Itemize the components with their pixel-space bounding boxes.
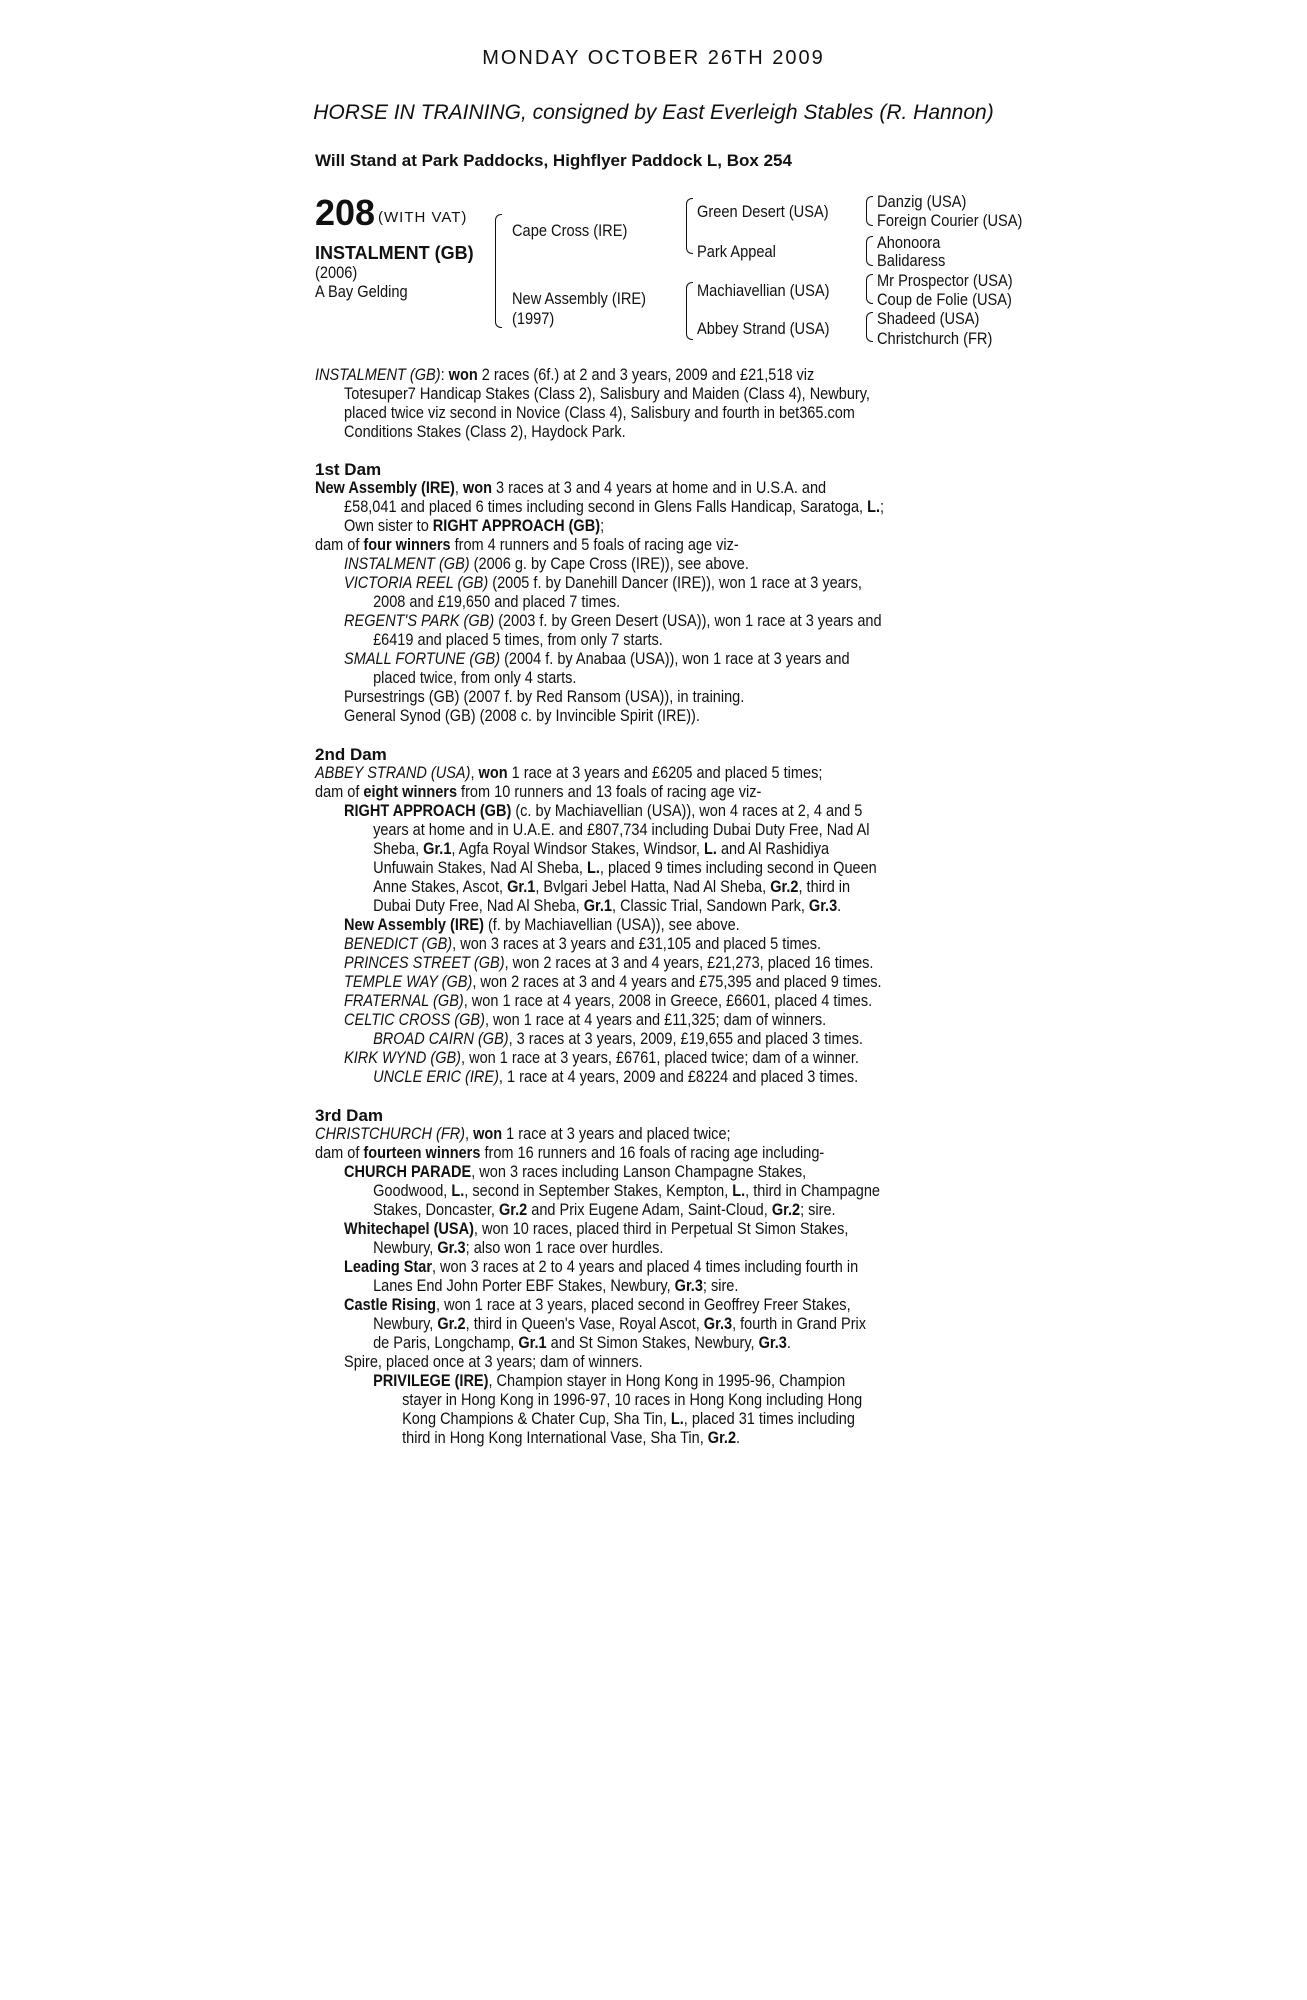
winners-count: fourteen winners [363,1144,481,1162]
race-grade: Gr.3 [674,1277,703,1295]
progeny-text: , 3 races at 3 years, 2009, £19,655 and placed 3 times. [508,1030,863,1048]
progeny-text: and Al Rashidiya [716,840,830,858]
pedigree-ggp: Ahonoora [877,233,941,252]
dam-text: from 10 runners and 13 foals of racing age viz- [457,783,762,801]
horse-description: A Bay Gelding [315,282,408,301]
sibling-name: RIGHT APPROACH (GB) [432,517,601,535]
progeny-text: (2004 f. by Anabaa (USA)), won 1 race at 3 years and [500,650,850,668]
progeny-text: General Synod (GB) (2008 c. by Invincible Spirit (IRE)). [344,707,700,725]
dam-text: from 4 runners and 5 foals of racing age viz- [450,536,739,554]
record-text: 2 races (6f.) at 2 and 3 years, 2009 and £21,518 viz [477,366,815,384]
race-grade: Gr.2 [771,1201,801,1219]
first-dam-section: 1st Dam New Assembly (IRE), won 3 races at 3 and 4 years at home and in U.S.A. and £58,041 and placed 6 times including second in Glens Falls Handicap, Saratoga, L.; Own sister to RIGHT APPROACH (GB); dam of four winners from 4 runners and 5 foals of racing age viz- INSTALMENT (GB) (2006 g. by Cape Cross (IRE)), see above. VICTORIA REEL (GB) (2005 f. by Danehill Dancer (IRE)), won 1 race at 3 years, 2008 and £19,650 and placed 7 times. REGENT'S PARK (GB) (2003 f. by Green Desert (USA)), won 1 race at 3 years and £6419 and placed 5 times, from only 7 starts. SMALL FORTUNE (GB) (2004 f. by Anabaa (USA)), won 1 race at 3 years and placed twice, from only 4 starts. Pursestrings (GB) (2007 f. by Red Ransom (USA)), in training. General Synod (GB) (2008 c. by Invincible Spirit (IRE)). [315,460,995,726]
vat-note: (WITH VAT) [378,209,468,226]
progeny-text: Kong Champions & Chater Cup, Sha Tin, [402,1410,671,1428]
progeny-text: stayer in Hong Kong in 1996-97, 10 races in Hong Kong including Hong [402,1391,863,1409]
progeny-text: third in Hong Kong International Vase, Sha Tin, [402,1429,708,1447]
progeny-text: Spire, placed once at 3 years; dam of winners. [344,1353,643,1371]
pedigree-brace [495,214,502,328]
progeny-text: Sheba, [373,840,424,858]
pedigree-brace [686,282,693,340]
progeny-name: PRIVILEGE (IRE) [373,1372,489,1390]
punct: . [736,1429,741,1447]
race-grade: Gr.2 [437,1315,466,1333]
pedigree-sire: Cape Cross (IRE) [512,221,628,240]
second-dam-section: 2nd Dam ABBEY STRAND (USA), won 1 race at 3 years and £6205 and placed 5 times; dam of eight winners from 10 runners and 13 foals of racing age viz- RIGHT APPROACH (GB) (c. by Machiavellian (USA)), won 4 races at 2, 4 and 5 years at home and in U.A.E. and £807,734 including Dubai Duty Free, Nad Al Sheba, Gr.1, Agfa Royal Windsor Stakes, Windsor, L. and Al Rashidiya Unfuwain Stakes, Nad Al Sheba, L., placed 9 times including second in Queen Anne Stakes, Ascot, Gr.1, Bvlgari Jebel Hatta, Nad Al Sheba, Gr.2, third in Dubai Duty Free, Nad Al Sheba, Gr.1, Classic Trial, Sandown Park, Gr.3. New Assembly (IRE) (f. by Machiavellian (USA)), see above. BENEDICT (GB), won 3 races at 3 years and £31,105 and placed 5 times. PRINCES STREET (GB), won 2 races at 3 and 4 years, £21,273, placed 16 times. TEMPLE WAY (GB), won 2 races at 3 and 4 years and £75,395 and placed 9 times. FRATERNAL (GB), won 1 race at 4 years, 2008 in Greece, £6601, placed 4 times. CELTIC CROSS (GB), won 1 race at 4 years and £11,325; dam of winners. BROAD CAIRN (GB), 3 races at 3 years, 2009, £19,655 and placed 3 times. KIRK WYND (GB), won 1 race at 3 years, £6761, placed twice; dam of a winner. UNCLE ERIC (IRE), 1 race at 4 years, 2009 and £8224 and placed 3 times. [315,745,995,1087]
pedigree-sire-sire: Green Desert (USA) [697,202,829,221]
progeny-text: , won 1 race at 4 years and £11,325; dam of winners. [484,1011,827,1029]
dam-name: CHRISTCHURCH (FR) [315,1125,466,1143]
progeny-name: VICTORIA REEL (GB) [344,574,489,592]
consignment-line: HORSE IN TRAINING, consigned by East Everleigh Stables (R. Hannon) [313,101,994,124]
race-grade: Gr.1 [507,878,536,896]
progeny-text: and Prix Eugene Adam, Saint-Cloud, [527,1201,772,1219]
progeny-text: Stakes, Doncaster, [373,1201,499,1219]
progeny-text: £6419 and placed 5 times, from only 7 starts. [373,631,663,649]
progeny-text: ; also won 1 race over hurdles. [465,1239,664,1257]
progeny-text: Newbury, [373,1315,438,1333]
dam-text: 1 race at 3 years and £6205 and placed 5 times; [507,764,823,782]
dam-name: New Assembly (IRE) [315,479,455,497]
horse-name: INSTALMENT (GB) [315,243,474,263]
progeny-name: SMALL FORTUNE (GB) [344,650,501,668]
progeny-text: de Paris, Longchamp, [373,1334,519,1352]
pedigree-ggp: Foreign Courier (USA) [877,211,1023,230]
progeny-text: , third in Champagne [745,1182,880,1200]
progeny-name: BROAD CAIRN (GB) [373,1030,509,1048]
progeny-name: UNCLE ERIC (IRE) [373,1068,499,1086]
pedigree-brace [866,196,873,226]
progeny-text: (2005 f. by Danehill Dancer (IRE)), won 1 race at 3 years, [488,574,862,592]
progeny-name: KIRK WYND (GB) [344,1049,462,1067]
record-text: placed twice viz second in Novice (Class 4), Salisbury and fourth in bet365.com [344,404,855,422]
winners-count: eight winners [363,783,458,801]
race-grade: Gr.2 [707,1429,737,1447]
lot-number: 208 [315,192,376,233]
dam-text: £58,041 and placed 6 times including second in Glens Falls Handicap, Saratoga, [344,498,868,516]
progeny-text: , Champion stayer in Hong Kong in 1995-96, Champion [488,1372,846,1390]
pedigree-dam-year: (1997) [512,309,555,328]
progeny-text: placed twice, from only 4 starts. [373,669,577,687]
pedigree-ggp: Coup de Folie (USA) [877,290,1012,309]
progeny-text: , placed 31 times including [683,1410,855,1428]
pedigree-dam-dam: Abbey Strand (USA) [697,319,830,338]
pedigree-ggp: Shadeed (USA) [877,309,980,328]
dam-text: from 16 runners and 16 foals of racing age including- [480,1144,825,1162]
race-grade: L. [867,498,881,516]
race-record [315,366,995,442]
winners-count: four winners [363,536,451,554]
race-grade: Gr.3 [758,1334,787,1352]
progeny-text: Dubai Duty Free, Nad Al Sheba, [373,897,584,915]
progeny-name: Castle Rising [344,1296,437,1314]
pedigree-brace [866,236,873,266]
progeny-text: , third in [798,878,851,896]
horse-name-italic: INSTALMENT (GB) [315,366,441,384]
won-label: won [448,366,478,384]
punct: ; [880,498,885,516]
progeny-text: Unfuwain Stakes, Nad Al Sheba, [373,859,587,877]
progeny-name: INSTALMENT (GB) [344,555,470,573]
race-grade: Gr.1 [518,1334,547,1352]
progeny-name: Whitechapel (USA) [344,1220,474,1238]
progeny-name: REGENT'S PARK (GB) [344,612,495,630]
pedigree-ggp: Mr Prospector (USA) [877,271,1013,290]
progeny-text: , won 3 races at 3 years and £31,105 and placed 5 times. [452,935,822,953]
progeny-text: (2006 g. by Cape Cross (IRE)), see above. [469,555,749,573]
foaling-year: (2006) [315,263,358,282]
progeny-text: , 1 race at 4 years, 2009 and £8224 and placed 3 times. [498,1068,859,1086]
record-text: Totesuper7 Handicap Stakes (Class 2), Salisbury and Maiden (Class 4), Newbury, [344,385,870,403]
progeny-text: ; sire. [800,1201,836,1219]
won-label: won [473,1125,503,1143]
section-heading: 1st Dam [315,460,382,479]
dam-text: 1 race at 3 years and placed twice; [502,1125,731,1143]
race-grade: Gr.3 [808,897,838,915]
progeny-text: (f. by Machiavellian (USA)), see above. [483,916,740,934]
won-label: won [462,479,492,497]
progeny-name: BENEDICT (GB) [344,935,453,953]
dam-text: dam of [315,536,364,554]
race-grade: L. [704,840,717,858]
sale-date: MONDAY OCTOBER 26TH 2009 [482,47,825,69]
pedigree-brace [866,274,873,304]
race-grade: Gr.1 [583,897,612,915]
progeny-text: , third in Queen's Vase, Royal Ascot, [465,1315,704,1333]
progeny-text: , Agfa Royal Windsor Stakes, Windsor, [451,840,705,858]
punct: . [837,897,842,915]
progeny-name: Leading Star [344,1258,432,1276]
progeny-text: , won 10 races, placed third in Perpetual St Simon Stakes, [473,1220,849,1238]
third-dam-section: 3rd Dam CHRISTCHURCH (FR), won 1 race at 3 years and placed twice; dam of fourteen winners from 16 runners and 16 foals of racing age including- CHURCH PARADE, won 3 races including Lanson Champagne Stakes, Goodwood, L., second in September Stakes, Kempton, L., third in Champagne Stakes, Doncaster, Gr.2 and Prix Eugene Adam, Saint-Cloud, Gr.2; sire. Whitechapel (USA), won 10 races, placed third in Perpetual St Simon Stakes, Newbury, Gr.3; also won 1 race over hurdles. Leading Star, won 3 races at 2 to 4 years and placed 4 times including fourth in Lanes End John Porter EBF Stakes, Newbury, Gr.3; sire. Castle Rising, won 1 race at 3 years, placed second in Geoffrey Freer Stakes, Newbury, Gr.2, third in Queen's Vase, Royal Ascot, Gr.3, fourth in Grand Prix de Paris, Longchamp, Gr.1 and St Simon Stakes, Newbury, Gr.3. Spire, placed once at 3 years; dam of winners. PRIVILEGE (IRE), Champion stayer in Hong Kong in 1995-96, Champion stayer in Hong Kong in 1996-97, 10 races in Hong Kong including Hong Kong Champions & Chater Cup, Sha Tin, L., placed 31 times including third in Hong Kong International Vase, Sha Tin, Gr.2. [315,1106,995,1448]
pedigree-ggp: Balidaress [877,251,946,270]
section-heading: 2nd Dam [315,745,387,764]
race-grade: L. [732,1182,746,1200]
pedigree-brace [866,312,873,342]
race-grade: Gr.2 [498,1201,528,1219]
progeny-text: , won 3 races including Lanson Champagne Stakes, [471,1163,807,1181]
pedigree-brace [686,198,693,254]
dam-text: 3 races at 3 and 4 years at home and in U.S.A. and [491,479,827,497]
race-grade: Gr.1 [423,840,452,858]
won-label: won [478,764,508,782]
punct: . [786,1334,791,1352]
progeny-text: and St Simon Stakes, Newbury, [546,1334,759,1352]
colon: : [440,366,445,384]
progeny-text: , won 2 races at 3 and 4 years and £75,395 and placed 9 times. [472,973,882,991]
progeny-name: New Assembly (IRE) [344,916,484,934]
race-grade: L. [670,1410,684,1428]
progeny-name: CHURCH PARADE [344,1163,472,1181]
dam-text: dam of [315,1144,364,1162]
race-grade: Gr.3 [703,1315,733,1333]
race-grade: Gr.2 [770,878,799,896]
progeny-text: , won 2 races at 3 and 4 years, £21,273, placed 16 times. [504,954,874,972]
progeny-name: CELTIC CROSS (GB) [344,1011,485,1029]
progeny-text: , placed 9 times including second in Queen [599,859,877,877]
pedigree-dam-sire: Machiavellian (USA) [697,281,830,300]
stand-location: Will Stand at Park Paddocks, Highflyer Paddock L, Box 254 [315,151,792,170]
progeny-name: TEMPLE WAY (GB) [344,973,473,991]
progeny-name: RIGHT APPROACH (GB) [344,802,512,820]
pedigree-dam: New Assembly (IRE) [512,289,647,308]
progeny-text: , second in September Stakes, Kempton, [464,1182,733,1200]
race-grade: L. [586,859,600,877]
punct: ; [600,517,605,535]
dam-text: dam of [315,783,364,801]
record-text: Conditions Stakes (Class 2), Haydock Park. [344,423,626,441]
progeny-text: (2003 f. by Green Desert (USA)), won 1 race at 3 years and [494,612,882,630]
progeny-text: Goodwood, [373,1182,452,1200]
dam-text: Own sister to [344,517,433,535]
section-heading: 3rd Dam [315,1106,384,1125]
progeny-text: (c. by Machiavellian (USA)), won 4 races at 2, 4 and 5 [511,802,863,820]
progeny-text: ; sire. [702,1277,739,1295]
progeny-text: , won 1 race at 3 years, £6761, placed twice; dam of a winner. [461,1049,859,1067]
pedigree-sire-dam: Park Appeal [697,242,776,261]
progeny-text: , Bvlgari Jebel Hatta, Nad Al Sheba, [535,878,771,896]
progeny-text: Lanes End John Porter EBF Stakes, Newbury, [373,1277,675,1295]
progeny-text: 2008 and £19,650 and placed 7 times. [373,593,621,611]
progeny-text: , Classic Trial, Sandown Park, [612,897,809,915]
race-grade: L. [451,1182,465,1200]
progeny-text: Pursestrings (GB) (2007 f. by Red Ransom (USA)), in training. [344,688,745,706]
progeny-text: , won 1 race at 3 years, placed second in Geoffrey Freer Stakes, [436,1296,851,1314]
pedigree-ggp: Christchurch (FR) [877,329,993,348]
progeny-text: , fourth in Grand Prix [732,1315,867,1333]
progeny-name: FRATERNAL (GB) [344,992,464,1010]
progeny-text: Newbury, [373,1239,438,1257]
progeny-text: , won 3 races at 2 to 4 years and placed 4 times including fourth in [431,1258,859,1276]
race-grade: Gr.3 [437,1239,466,1257]
progeny-text: , won 1 race at 4 years, 2008 in Greece, £6601, placed 4 times. [463,992,873,1010]
progeny-name: PRINCES STREET (GB) [344,954,505,972]
dam-name: ABBEY STRAND (USA) [315,764,471,782]
progeny-text: Anne Stakes, Ascot, [373,878,508,896]
pedigree-ggp: Danzig (USA) [877,192,967,211]
progeny-text: years at home and in U.A.E. and £807,734 including Dubai Duty Free, Nad Al [373,821,870,839]
